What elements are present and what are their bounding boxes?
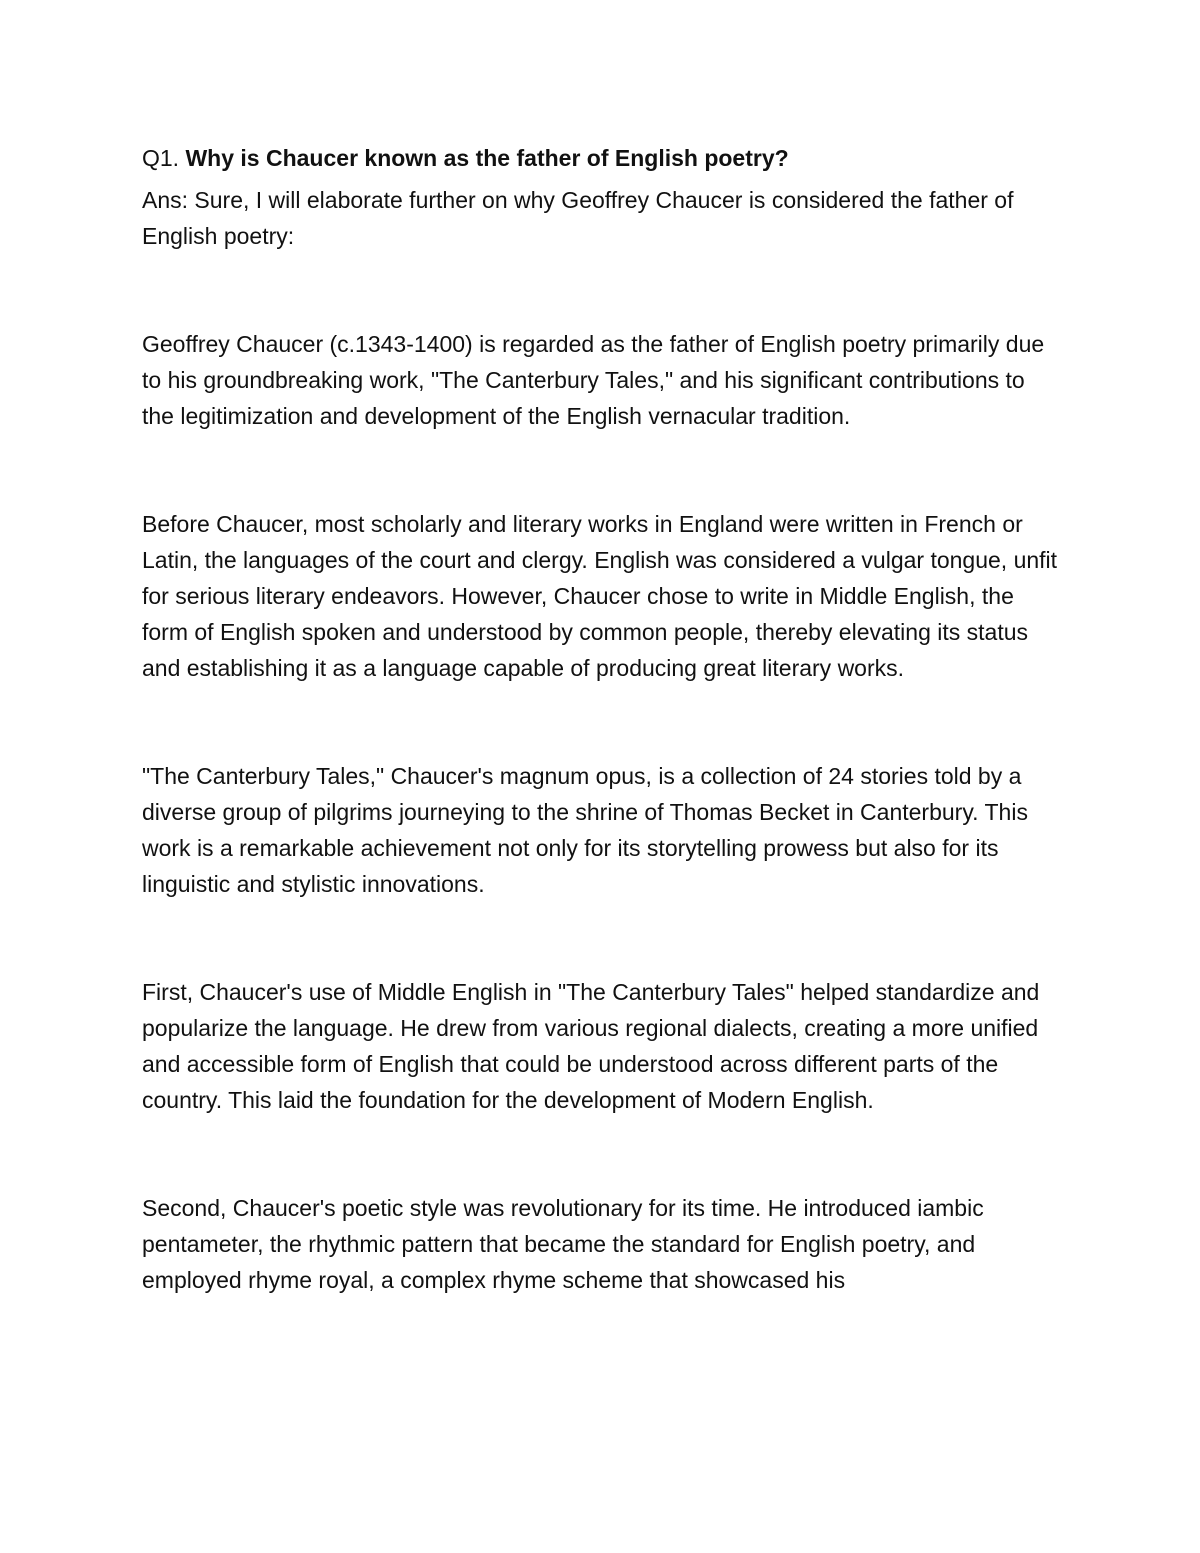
answer-paragraph-4: First, Chaucer's use of Middle English in "The Canterbury Tales" helped standardize and popularize the language. He drew from various regional dialects, creating a more unified and accessible form of English that could be understood across different parts of the country. This laid the foundation for the development of Modern English. bbox=[142, 979, 1040, 1113]
answer-intro: Ans: Sure, I will elaborate further on why Geoffrey Chaucer is considered the father of English poetry: bbox=[142, 187, 1014, 249]
answer-paragraph-1: Geoffrey Chaucer (c.1343-1400) is regarded as the father of English poetry primarily due to his groundbreaking work, "The Canterbury Tales," and his significant contributions to the legitimization and development of the English vernacular tradition. bbox=[142, 331, 1045, 429]
question-text: Why is Chaucer known as the father of English poetry? bbox=[185, 145, 789, 171]
answer-paragraph-5: Second, Chaucer's poetic style was revolutionary for its time. He introduced iambic pentameter, the rhythmic pattern that became the standard for English poetry, and employed rhyme royal, a complex rhyme scheme that showcased his bbox=[142, 1195, 984, 1293]
document-page bbox=[142, 140, 1062, 1370]
answer-paragraph-3: "The Canterbury Tales," Chaucer's magnum opus, is a collection of 24 stories told by a diverse group of pilgrims journeying to the shrine of Thomas Becket in Canterbury. This work is a remarkable achievement not only for its storytelling prowess but also for its linguistic and stylistic innovations. bbox=[142, 763, 1028, 897]
answer-paragraph-2: Before Chaucer, most scholarly and literary works in England were written in French or Latin, the languages of the court and clergy. English was considered a vulgar tongue, unfit for serious literary endeavors. However, Chaucer chose to write in Middle English, the form of English spoken and understood by common people, thereby elevating its status and establishing it as a language capable of producing great literary works. bbox=[142, 511, 1058, 681]
question-number: Q1. bbox=[142, 145, 180, 171]
question-heading bbox=[142, 140, 1062, 176]
